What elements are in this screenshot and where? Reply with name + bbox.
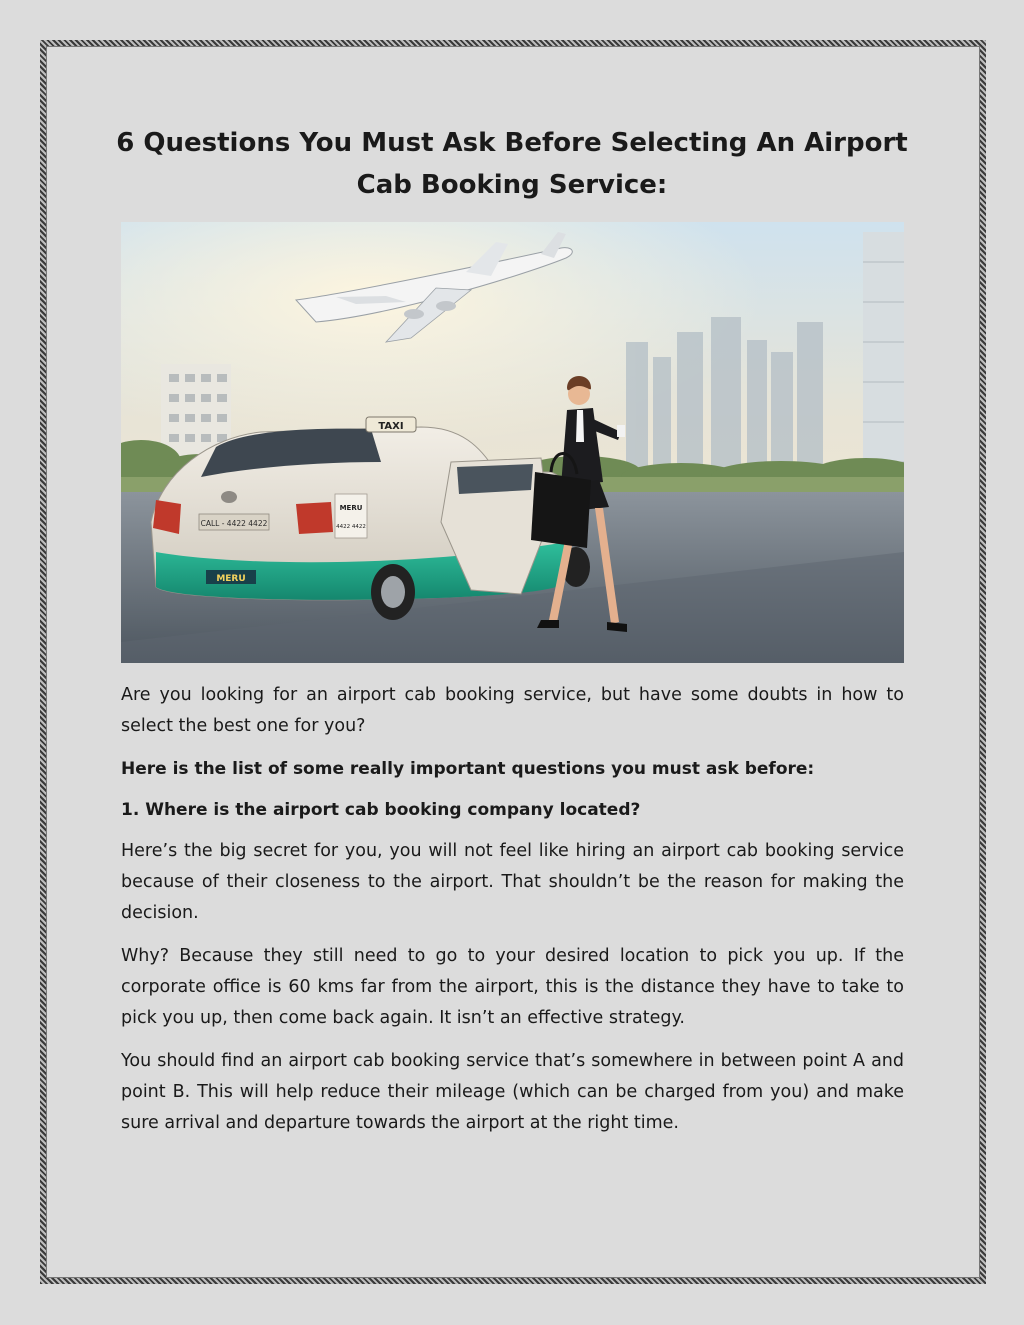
- document-body: [121, 680, 904, 1151]
- paragraph-1: Here’s the big secret for you, you will not feel like hiring an airport cab booking service because of their closeness to the airport. That shouldn’t be the reason for making the decision.: [121, 841, 904, 923]
- meru-badge-text: MERU: [216, 574, 246, 584]
- taxi-phone-label: CALL - 4422 4422: [200, 519, 268, 528]
- meru-door-logo: MERU: [339, 504, 363, 512]
- paragraph-3: You should find an airport cab booking service that’s somewhere in between point A and point B. This will help reduce their mileage (which can be charged from you) and make sure arrival and departure towards the airport at the right time.: [121, 1051, 904, 1133]
- list-heading: Here is the list of some really important questions you must ask before:: [121, 759, 815, 779]
- document-title: 6 Questions You Must Ask Before Selecting An Airport Cab Booking Service:: [116, 128, 908, 200]
- meru-door-number: 4422 4422: [336, 524, 366, 530]
- paragraph-2: Why? Because they still need to go to your desired location to pick you up. If the corporate office is 60 kms far from the airport, this is the distance they have to take to pick you up, then come back again. It isn’t an effective strategy.: [121, 946, 904, 1028]
- hero-image: [121, 222, 904, 663]
- question-1-heading: 1. Where is the airport cab booking company located?: [121, 800, 641, 820]
- taxi-roof-sign: TAXI: [378, 421, 404, 432]
- intro-paragraph: Are you looking for an airport cab booking service, but have some doubts in how to select the best one for you?: [121, 685, 904, 736]
